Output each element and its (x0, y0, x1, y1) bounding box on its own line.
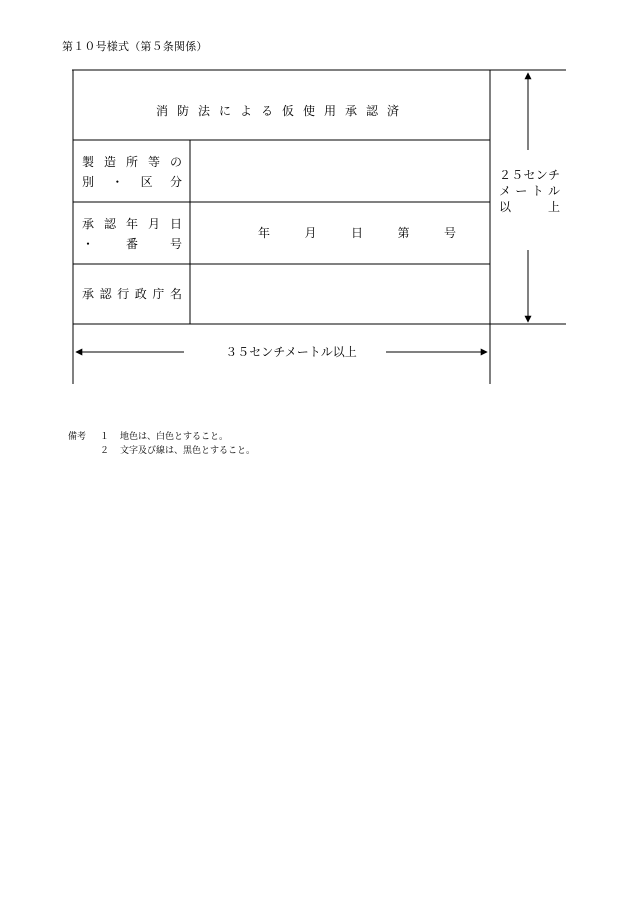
height-note-line3: 以上 (499, 200, 560, 214)
page-heading: 第１０号様式（第５条関係） (62, 40, 208, 53)
remarks-text: 文字及び線は、黒色とすること。 (120, 446, 256, 456)
width-note: ３５センチメートル以上 (225, 345, 357, 359)
row1-label-line2: 別・区分 (82, 175, 182, 189)
remarks-lead: 備考 (68, 432, 87, 442)
row1-label-line1: 製造所等の (82, 155, 182, 169)
remarks-item (68, 444, 255, 458)
form-title: 消防法による仮使用承認済 (155, 104, 409, 118)
remarks-number: １ (100, 432, 110, 442)
row2-label-line2: ・番号 (82, 237, 182, 251)
remarks (68, 430, 255, 458)
row2-value: 年 月 日 第 号 (258, 226, 456, 240)
remarks-number: ２ (100, 446, 110, 456)
row2-label-line1: 承認年月日 (82, 217, 182, 231)
remarks-item (68, 430, 255, 444)
height-note-line1: ２５センチ (499, 168, 560, 182)
remarks-text: 地色は、白色とすること。 (120, 432, 229, 442)
row3-label: 承認行政庁名 (82, 287, 182, 301)
height-note-line2: メートル (499, 184, 560, 198)
